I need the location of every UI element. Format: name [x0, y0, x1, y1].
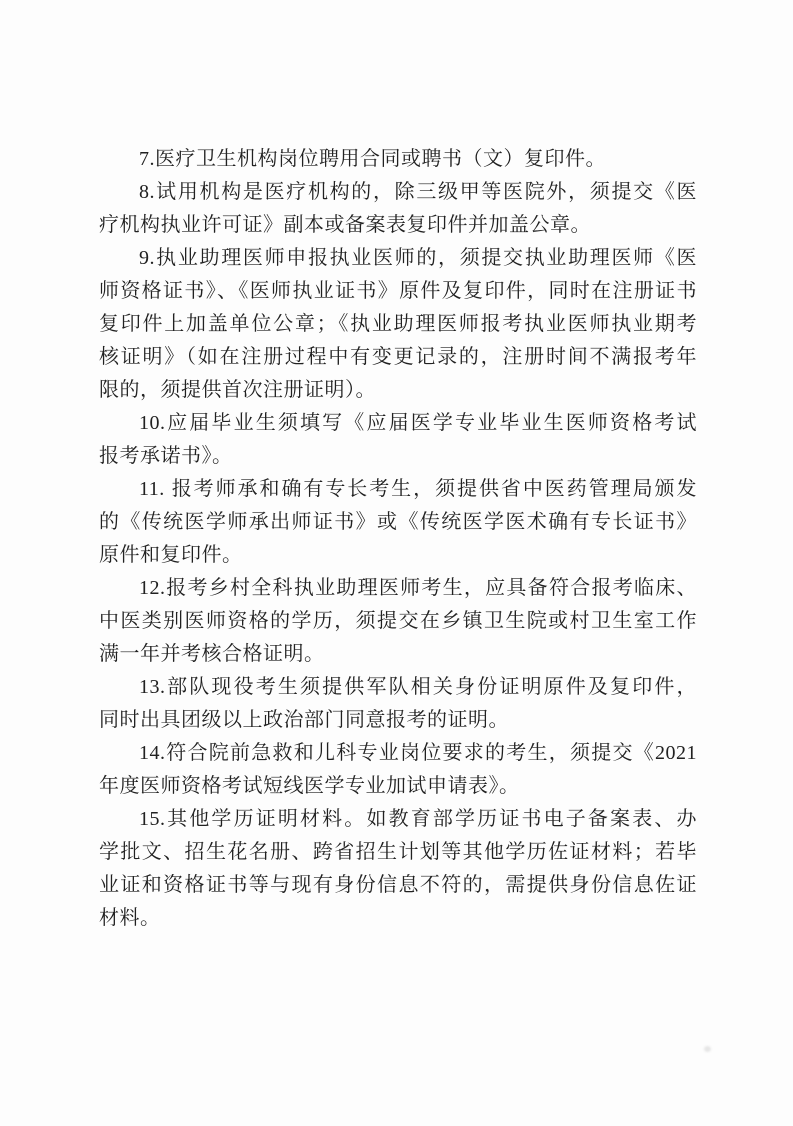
text-line: 13.部队现役考生须提供军队相关身份证明原件及复印件，: [139, 676, 697, 698]
text-line: 满一年并考核合格证明。: [99, 643, 325, 665]
paragraph-item-7: [99, 143, 697, 176]
text-line: 14.符合院前急救和儿科专业岗位要求的考生，须提交《2021: [139, 742, 697, 764]
paragraph-item-15: [99, 803, 697, 935]
text-line: 中医类别医师资格的学历，须提交在乡镇卫生院或村卫生室工作: [99, 610, 697, 632]
paragraph-item-11: [99, 473, 697, 572]
text-line: 限的，须提供首次注册证明）。: [99, 379, 376, 401]
text-line: 10.应届毕业生须填写《应届医学专业毕业生医师资格考试: [139, 412, 697, 434]
text-line: 业证和资格证书等与现有身份信息不符的，需提供身份信息佐证: [99, 874, 697, 896]
text-line: 15.其他学历证明材料。如教育部学历证书电子备案表、办: [139, 808, 697, 830]
paragraph-item-13: [99, 671, 697, 737]
paragraph-item-12: [99, 572, 697, 671]
text-line: 报考承诺书》。: [99, 445, 233, 467]
text-line: 疗机构执业许可证》副本或备案表复印件并加盖公章。: [99, 214, 591, 236]
text-line: 年度医师资格考试短线医学专业加试申请表》。: [99, 775, 520, 797]
scan-speck: [704, 1046, 711, 1052]
text-line: 9.执业助理医师申报执业医师的，须提交执业助理医师《医: [139, 247, 697, 269]
text-line: 同时出具团级以上政治部门同意报考的证明。: [99, 709, 509, 731]
text-line: 材料。: [99, 907, 161, 929]
text-line: 核证明》（如在注册过程中有变更记录的，注册时间不满报考年: [99, 346, 697, 368]
text-line: 复印件上加盖单位公章；《执业助理医师报考执业医师执业期考: [99, 313, 697, 335]
paragraph-item-10: [99, 407, 697, 473]
text-line: 12.报考乡村全科执业助理医师考生，应具备符合报考临床、: [139, 577, 697, 599]
text-line: 8.试用机构是医疗机构的，除三级甲等医院外，须提交《医: [139, 181, 697, 203]
paragraph-item-9: [99, 242, 697, 407]
document-body: [99, 143, 697, 935]
text-line: 7.医疗卫生机构岗位聘用合同或聘书（文）复印件。: [139, 148, 606, 170]
text-line: 师资格证书》、《医师执业证书》原件及复印件，同时在注册证书: [99, 280, 697, 302]
paragraph-item-8: [99, 176, 697, 242]
text-line: 学批文、招生花名册、跨省招生计划等其他学历佐证材料；若毕: [99, 841, 697, 863]
text-line: 的《传统医学师承出师证书》或《传统医学医术确有专长证书》: [99, 511, 697, 533]
text-line: 11. 报考师承和确有专长考生，须提供省中医药管理局颁发: [139, 478, 697, 500]
text-line: 原件和复印件。: [99, 544, 243, 566]
paragraph-item-14: [99, 737, 697, 803]
